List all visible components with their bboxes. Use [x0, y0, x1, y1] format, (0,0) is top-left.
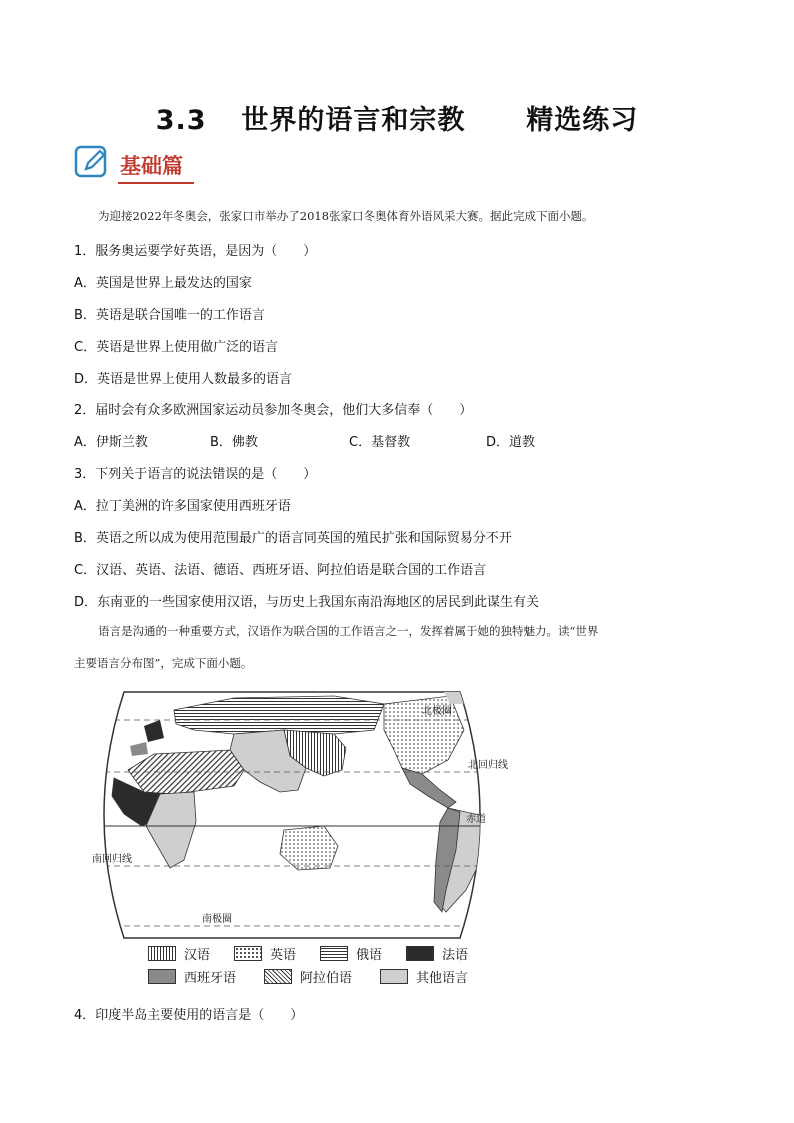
legend-swatch-spanish	[148, 969, 176, 984]
question-2-options	[74, 431, 535, 450]
question-4-stem: 4．印度半岛主要使用的语言是（ ）	[74, 1008, 304, 1023]
legend-label-other: 其他语言	[416, 971, 469, 986]
label-arctic-circle: 北极圈	[422, 706, 452, 717]
legend-label-arabic: 阿拉伯语	[300, 971, 353, 986]
label-tropic-of-capricorn: 南回归线	[92, 854, 132, 865]
question-2-stem: 2．届时会有众多欧洲国家运动员参加冬奥会，他们大多信奉（ ）	[74, 403, 473, 418]
legend-item-spanish	[148, 967, 236, 986]
legend-swatch-chinese	[148, 946, 176, 961]
question-3-option-d: D．东南亚的一些国家使用汉语，与历史上我国东南沿海地区的居民到此谋生有关	[74, 595, 540, 610]
title-number: 3.3	[155, 105, 207, 136]
question-3-option-c: C．汉语、英语、法语、德语、西班牙语、阿拉伯语是联合国的工作语言	[74, 563, 487, 578]
question-3-stem: 3．下列关于语言的说法错误的是（ ）	[74, 467, 317, 482]
question-2-option-c: C．基督教	[349, 435, 411, 450]
map-legend	[148, 944, 488, 986]
legend-item-english	[234, 944, 296, 963]
question-2-option-a: A．伊斯兰教	[74, 435, 148, 450]
legend-swatch-russian	[320, 946, 348, 961]
question-3-option-a: A．拉丁美洲的许多国家使用西班牙语	[74, 499, 291, 514]
pencil-edit-icon	[74, 144, 108, 178]
question-2-option-d: D．道教	[486, 435, 536, 450]
question-2-option-b: B．佛教	[210, 435, 258, 450]
question-1-stem: 1．服务奥运要学好英语，是因为（ ）	[74, 244, 317, 259]
legend-item-chinese	[148, 944, 210, 963]
intro-paragraph-1: 为迎接2022年冬奥会，张家口市举办了2018张家口冬奥体育外语风采大赛。据此完成下面小题。	[98, 209, 594, 223]
label-equator: 赤道	[466, 814, 486, 825]
question-1-option-c: C．英语是世界上使用做广泛的语言	[74, 340, 279, 355]
question-3-option-b: B．英语之所以成为使用范围最广的语言同英国的殖民扩张和国际贸易分不开	[74, 531, 512, 546]
section-label: 基础篇	[120, 153, 183, 178]
intro-paragraph-2-line-1: 语言是沟通的一种重要方式，汉语作为联合国的工作语言之一，发挥着属于她的独特魅力。读“世界	[98, 624, 599, 638]
legend-item-french	[406, 944, 468, 963]
legend-label-russian: 俄语	[356, 948, 383, 963]
legend-label-spanish: 西班牙语	[184, 971, 237, 986]
label-tropic-of-cancer: 北回归线	[468, 760, 508, 771]
label-antarctic-circle: 南极圈	[202, 914, 232, 925]
legend-item-other	[380, 967, 468, 986]
question-1-option-d: D．英语是世界上使用人数最多的语言	[74, 372, 293, 387]
legend-swatch-other	[380, 969, 408, 984]
page-title	[0, 98, 794, 137]
question-1-option-b: B．英语是联合国唯一的工作语言	[74, 308, 265, 323]
legend-item-russian	[320, 944, 382, 963]
legend-swatch-arabic	[264, 969, 292, 984]
world-language-map	[84, 690, 508, 940]
legend-item-arabic	[264, 967, 352, 986]
title-sub: 精选练习	[526, 105, 639, 136]
legend-swatch-english	[234, 946, 262, 961]
legend-swatch-french	[406, 946, 434, 961]
legend-label-french: 法语	[442, 948, 469, 963]
legend-label-chinese: 汉语	[184, 948, 211, 963]
intro-paragraph-2-line-2: 主要语言分布图”，完成下面小题。	[74, 656, 253, 670]
section-underline	[118, 182, 194, 184]
question-1-option-a: A．英国是世界上最发达的国家	[74, 276, 252, 291]
title-main: 世界的语言和宗教	[241, 105, 466, 136]
legend-label-english: 英语	[270, 948, 297, 963]
